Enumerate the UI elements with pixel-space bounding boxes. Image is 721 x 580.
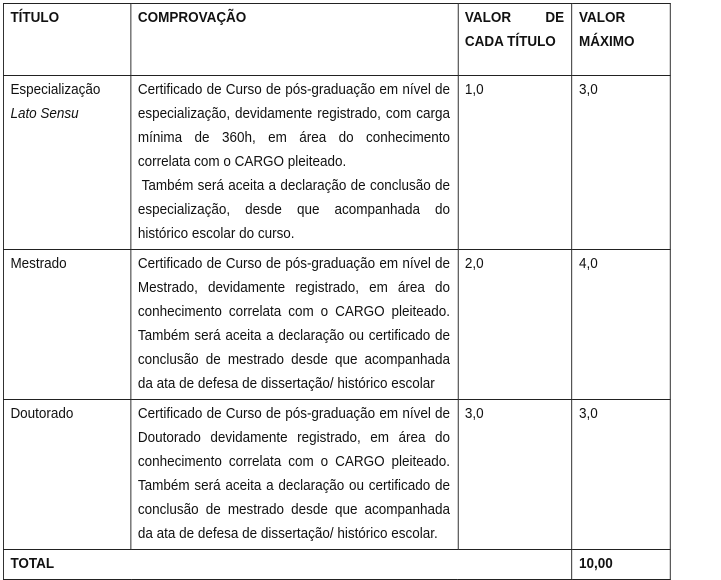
row-valor-cada: 1,0: [458, 76, 572, 250]
row-comprovacao: Certificado de Curso de pós-graduação em nível de Doutorado devidamente registrado, em área do conhecimento correlata com o CARGO pleiteado. Também será aceita a declaração ou certificado de conclusão de mestrado desde que acompanhada da ata de defesa de dissertação/ histórico escolar.: [131, 400, 458, 550]
table-row-especializacao: [3, 76, 670, 250]
row-valor-maximo: 3,0: [572, 400, 670, 550]
criteria-table: [3, 3, 671, 580]
row-comprovacao: Certificado de Curso de pós-graduação em nível de Mestrado, devidamente registrado, em área do conhecimento correlata com o CARGO pleiteado. Também será aceita a declaração ou certificado de conclusão de mestrado desde que acompanhada da ata de defesa de dissertação/ histórico escolar: [131, 250, 458, 400]
total-label: TOTAL: [3, 550, 572, 580]
header-valor-maximo: VALOR MÁXIMO: [572, 4, 670, 76]
row-valor-cada: 3,0: [458, 400, 572, 550]
table-row-mestrado: [3, 250, 670, 400]
row-titulo-label: Especialização: [10, 82, 101, 98]
row-valor-cada: 2,0: [458, 250, 572, 400]
row-titulo: [3, 76, 130, 250]
row-comprovacao: [131, 76, 458, 250]
row-titulo: Mestrado: [3, 250, 130, 400]
row-titulo: Doutorado: [3, 400, 130, 550]
row-titulo-subtitle: Lato Sensu: [10, 106, 79, 122]
row-valor-maximo: 4,0: [572, 250, 670, 400]
row-comprovacao-text: Certificado de Curso de pós-graduação em nível de especialização, devidamente registrado, com carga mínima de 360h, em área do conhecimento correlata com o CARGO pleiteado.: [137, 82, 451, 170]
table-row-doutorado: [3, 400, 670, 550]
header-comprovacao: COMPROVAÇÃO: [131, 4, 458, 76]
header-titulo: TÍTULO: [3, 4, 130, 76]
header-valor-cada: VALOR DE CADA TÍTULO: [458, 4, 572, 76]
total-value: 10,00: [572, 550, 670, 580]
row-comprovacao-extra: Também será aceita a declaração de conclusão de especialização, desde que acompanhada do histórico escolar do curso.: [137, 178, 451, 242]
header-row: [3, 4, 670, 76]
row-valor-maximo: 3,0: [572, 76, 670, 250]
total-row: [3, 550, 670, 580]
